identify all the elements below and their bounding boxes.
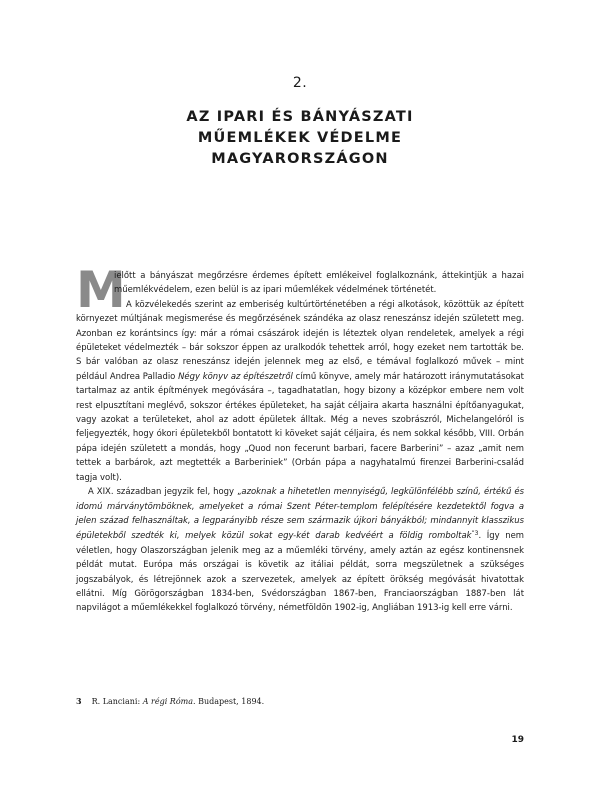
quotation: azoknak a hihetetlen mennyiségű, legkülönfélébb színű, értékű és idomú márványtömböknek, amelyeket a római Szent Péter-templom felépítésére kezdetektől fogva a jelen század felhasználtak, a legparányibb része sem származik újkori bányákból; mindannyit klasszikus épületekből szedték ki, melyek közül sokat egy-két darab kedvéért a földig romboltak — [76, 486, 524, 541]
chapter-title-line-2: MŰEMLÉKEK VÉDELME — [197, 130, 403, 146]
paragraph-3-text-a: A XIX. században jegyzik fel, hogy „ — [88, 486, 242, 497]
chapter-title-line-3: MAGYARORSZÁGON — [211, 151, 389, 167]
footnote-title: A régi Róma. — [142, 697, 196, 706]
body-text — [76, 261, 524, 615]
paragraph-2-text-a: A közvélekedés szerint az emberiség kultúrtörténetében a régi alkotások, közöttük az épített környezet múltjának megismerése és megőrzésének szándéka az olasz reneszánsz idején született meg. Azonban ez korántsincs így: már a római császárok idején is léteztek olyan rendeletek, amelyek a régi épületeket védelmezték – bár sokszor éppen az uralkodók tehettek arról, hogy ezeket nem tartották be. S bár valóban az olasz reneszánsz idején jelennek meg az első, e témával foglalkozó művek – mint például Andrea Palladio — [76, 298, 524, 381]
footnote — [76, 696, 524, 706]
chapter-title — [100, 107, 500, 170]
chapter-number: 2. — [292, 75, 308, 91]
footnote-author: R. Lanciani: — [91, 697, 143, 706]
footnote-mark: 3 — [76, 696, 82, 706]
footnote-rest: Budapest, 1894. — [195, 697, 265, 706]
paragraph-1-text: ielőtt a bányászat megőrzésre érdemes épített emlékeivel foglalkoznánk, áttekintjük a hazai műemlékvédelem, ezen belül is az ipari műemlékek védelmének történetét. — [114, 270, 524, 295]
page-number: 19 — [511, 735, 524, 745]
paragraph-1 — [76, 261, 524, 319]
book-title: Négy könyv az építészetről — [178, 370, 293, 381]
paragraph-3-text-b: . Így nem véletlen, hogy Olaszországban jelenik meg az a műemléki törvény, amely aztán az egész kontinensnek példát mutat. Európa más országai is követik az itáliai példát, sorra megszületnek a szükséges jogszabályok, és létrejönnek azok a szervezetek, amelyek az épített örökség megóvását hivatottak ellátni. Míg Görögországban 1834-ben, Svédországban 1867-ben, Franciaországban 1887-ben lát napvilágot a műemlékekkel foglalkozó törvény, németföldön 1902-ig, Angliában 1913-ig kell erre várni. — [76, 530, 524, 613]
paragraph-2 — [76, 297, 524, 484]
footnote-reference[interactable]: ”3 — [471, 530, 479, 538]
paragraph-3 — [76, 484, 524, 615]
paragraph-2-text-b: című könyve, amely már határozott iránymutatásokat tartalmaz az antik építmények megóvására –, tagadhatatlan, hogy bizony a középkor embere nem volt rest elpusztítani meglévő, sokszor értékes épületeket, ha saját céljaira akarta használni építőanyagukat, vagy azokat a területeket, ahol az adott épületek álltak. Még a neves szobrászról, Michelangelóról is feljegyezték, hogy ókori épületekből bontatott ki köveket saját céljaira, és nem sokkal később, VIII. Orbán pápa idején született a mondás, hogy „Quod non fecerunt barbari, facere Barberini” – azaz „amit nem tettek a barbárok, azt megtették a Barberiniek” (Orbán pápa a nagyhatalmú firenzei Barberini-család tagja volt). — [76, 370, 524, 482]
chapter-title-line-1: AZ IPARI ÉS BÁNYÁSZATI — [186, 109, 414, 125]
drop-cap: M — [76, 261, 126, 319]
